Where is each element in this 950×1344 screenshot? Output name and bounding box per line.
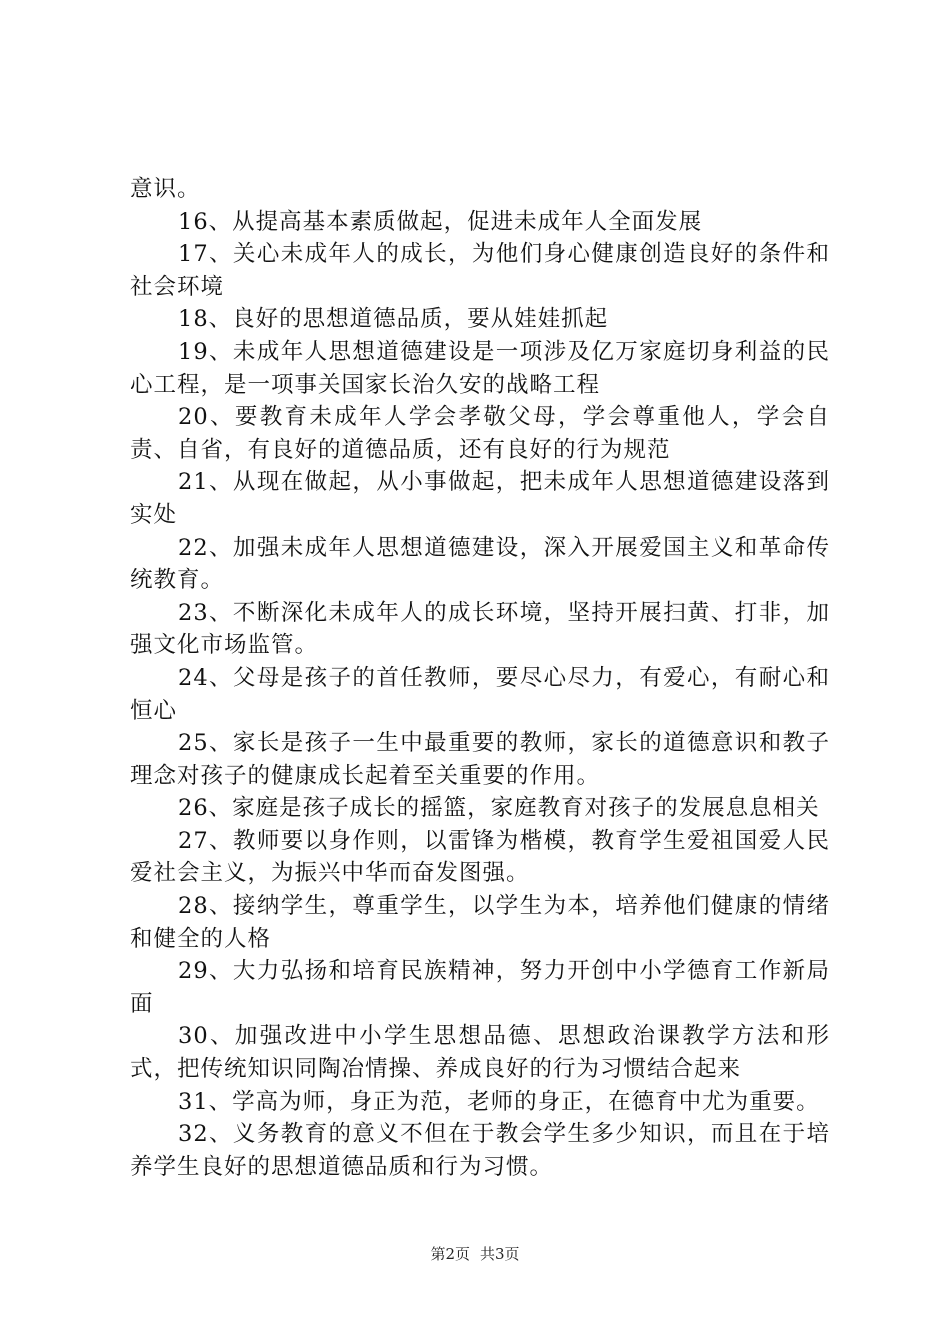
paragraph: 25、家长是孩子一生中最重要的教师，家长的道德意识和教子理念对孩子的健康成长起着至关重要的作用。 [130,730,830,789]
paragraph: 27、教师要以身作则，以雷锋为楷模，教育学生爱祖国爱人民爱社会主义，为振兴中华而奋发图强。 [130,827,830,887]
paragraph: 16、从提高基本素质做起，促进未成年人全面发展 [178,208,703,235]
paragraph: 20、要教育未成年人学会孝敬父母，学会尊重他人，学会自责、自省，有良好的道德品质，还有良好的行为规范 [130,404,830,463]
page-footer [0,1245,950,1263]
paragraph: 22、加强未成年人思想道德建设，深入开展爱国主义和革命传统教育。 [130,534,830,594]
paragraph: 30、加强改进中小学生思想品德、思想政治课教学方法和形式，把传统知识同陶冶情操、养成良好的行为习惯结合起来 [130,1023,830,1083]
paragraph: 24、父母是孩子的首任教师，要尽心尽力，有爱心，有耐心和恒心 [130,664,830,724]
paragraph: 18、良好的思想道德品质，要从娃娃抓起 [178,306,609,333]
page-number: 第2页 [430,1245,470,1263]
paragraph: 28、接纳学生，尊重学生，以学生为本，培养他们健康的情绪和健全的人格 [130,893,830,952]
document-body [130,173,830,1183]
paragraph: 17、关心未成年人的成长，为他们身心健康创造良好的条件和社会环境 [130,241,830,300]
paragraph: 21、从现在做起，从小事做起，把未成年人思想道德建设落到实处 [130,469,830,528]
paragraph: 26、家庭是孩子成长的摇篮，家庭教育对孩子的发展息息相关 [178,795,820,822]
paragraph: 23、不断深化未成年人的成长环境，坚持开展扫黄、打非，加强文化市场监管。 [130,599,830,659]
paragraph: 19、未成年人思想道德建设是一项涉及亿万家庭切身利益的民心工程，是一项事关国家长治久安的战略工程 [130,338,830,398]
paragraph: 32、义务教育的意义不但在于教会学生多少知识，而且在于培养学生良好的思想道德品质和行为习惯。 [130,1121,830,1180]
paragraph: 31、学高为师，身正为范，老师的身正，在德育中尤为重要。 [178,1088,820,1115]
paragraph: 29、大力弘扬和培育民族精神，努力开创中小学德育工作新局面 [130,958,830,1017]
page-total: 共3页 [480,1245,520,1263]
paragraph: 意识。 [130,176,201,202]
